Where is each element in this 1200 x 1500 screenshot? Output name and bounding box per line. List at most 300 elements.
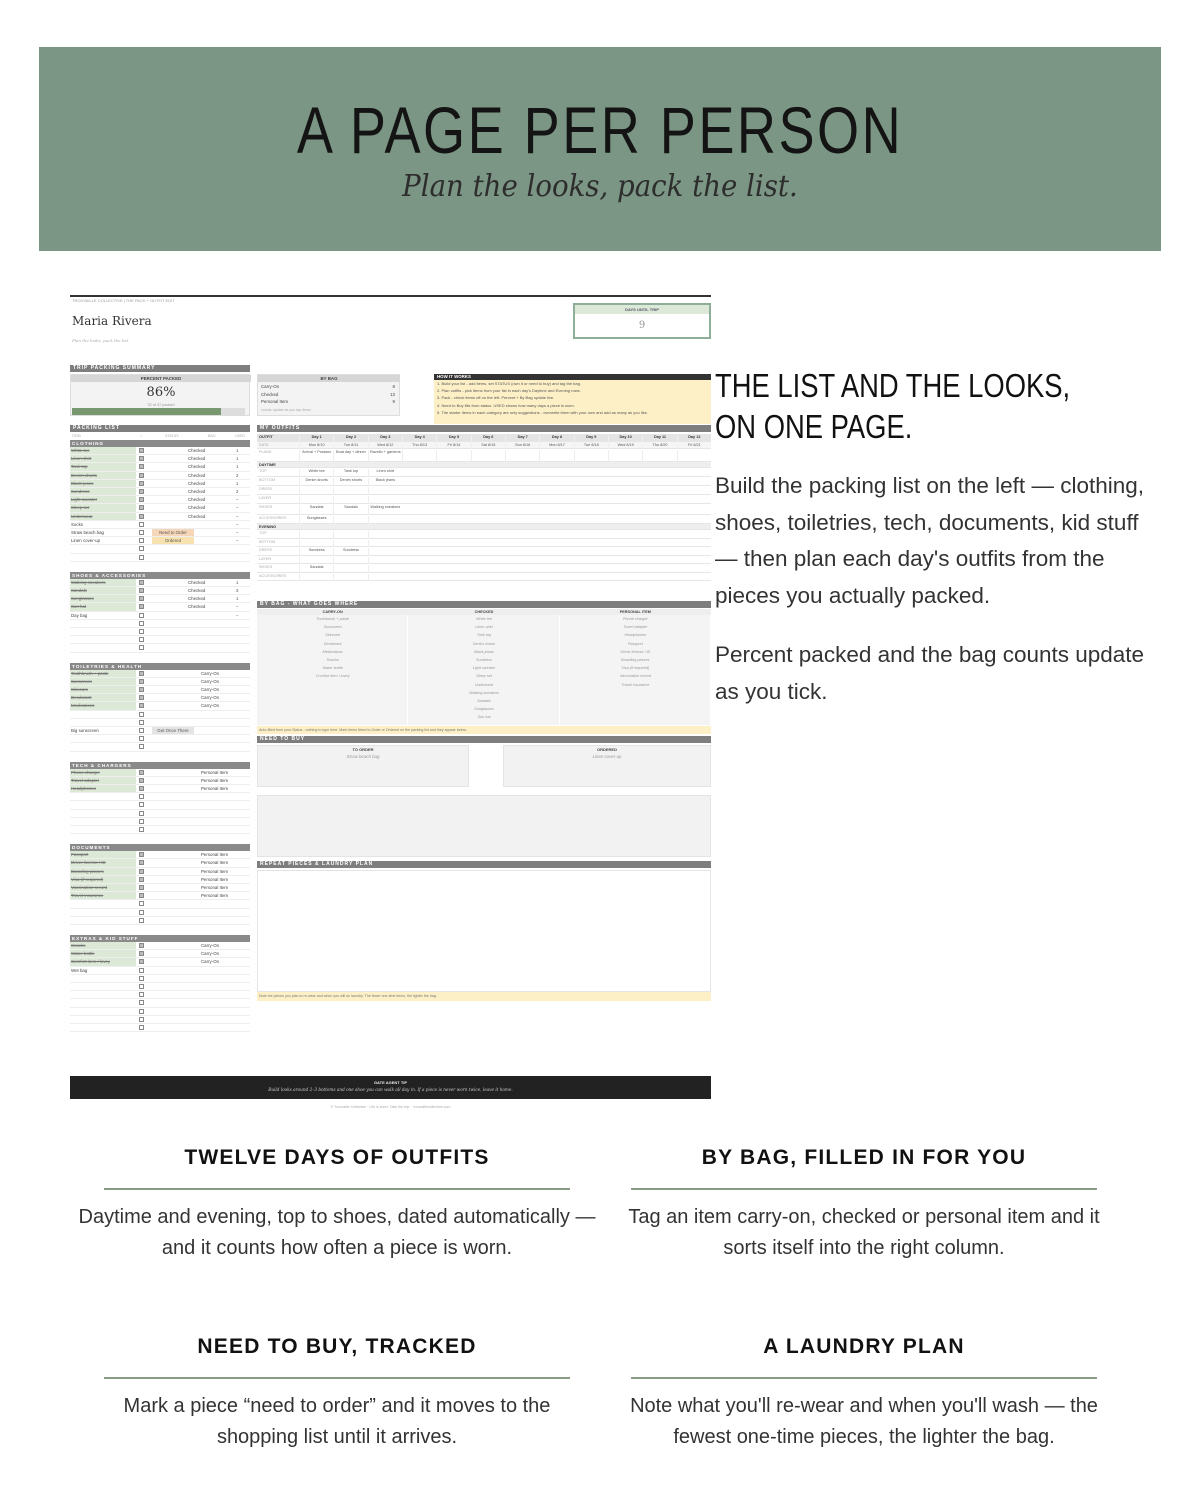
item-name: Water bottle [70,950,136,957]
item-checkbox [139,588,144,593]
item-name [70,545,136,552]
outfit-cell: Day 12 [677,435,711,442]
item-used: 3 [236,588,239,593]
how-it-works [434,374,711,424]
by-bag-row [261,399,395,404]
bag-column-item: Sleep set [476,674,492,679]
packing-item [70,909,250,917]
item-checkbox [139,1000,144,1005]
item-name [70,810,136,817]
outfit-cell: Fri 8/14 [436,443,470,449]
bag-column-item: Light sweater [472,666,496,671]
item-name [70,743,136,750]
item-used: – [236,505,239,511]
bag-column-item: Boarding passes [621,658,650,662]
item-checkbox [139,869,144,874]
outfit-cell: Sundress [299,548,333,556]
outfit-cell [299,487,333,495]
packing-item [70,636,250,644]
item-name: Travel adapter [70,777,136,784]
outfit-cell: Wed 8/12 [368,443,402,449]
packing-item: Denim shorts Checked 2 [70,472,250,480]
outfit-row-label: EVENING [259,525,277,529]
item-checkbox [139,555,144,560]
item-name [70,1016,136,1023]
packing-col-header: USED [235,434,245,438]
packing-item: Deodorant Carry-On [70,694,250,702]
how-it-works-label: HOW IT WORKS [434,374,711,380]
page-subtitle: Plan the looks, pack the list. [402,169,798,204]
item-name: White tee [70,447,136,454]
outfit-cell: Ravello + gardens [368,450,402,462]
bag-column-item: Comfort item / lovey [315,674,350,679]
outfit-cell [368,574,402,582]
item-checkbox [139,596,144,601]
need-to-buy-bar: NEED TO BUY [257,736,711,743]
outfit-cell [333,496,367,504]
item-name: Snacks [70,942,136,949]
outfit-evening-row [257,564,711,573]
outfit-cell: Tue 8/18 [574,443,608,449]
feature-need-to-buy [62,1335,612,1453]
packing-item [70,917,250,925]
outfit-cell [299,540,333,548]
bag-column-item: Sunglasses [474,707,494,712]
bag-column-item: Medications [322,649,343,654]
feature-by-bag [625,1146,1103,1264]
item-name [70,801,136,808]
packing-item: Sundress Checked 2 [70,488,250,496]
outfit-cell [677,450,711,462]
outfit-cell: Walking sneakers [368,505,402,515]
outfit-cell [368,516,402,524]
bag-column-item: Vaccination record [619,674,651,679]
packed-progress-fill [72,408,221,415]
ordered-box [503,745,711,787]
packing-item [70,537,250,545]
outfit-cell [642,450,676,462]
page-title: A PAGE PER PERSON [296,93,904,167]
item-used: – [236,497,239,503]
item-name [70,554,136,561]
outfit-daytime-row [257,504,711,515]
bag-column-item: Denim shorts [472,641,496,646]
outfit-cell [402,450,436,462]
item-name: Denim shorts [70,472,136,479]
packing-item [70,975,250,983]
item-checkbox [139,728,144,733]
outfit-row-label: ACCESSORIES [259,516,287,520]
item-used: 1 [236,579,239,585]
outfit-cell [368,548,402,556]
item-checkbox [139,827,144,832]
item-checkbox [139,580,144,585]
by-bag-count: 9 [392,399,395,404]
packing-item [70,620,250,628]
outfit-cell: Fri 8/21 [677,443,711,449]
item-used: 1 [236,464,239,470]
packing-item: Tank top Checked 1 [70,463,250,471]
packing-item: Passport Personal Item [70,851,250,859]
packing-item: Boarding passes Personal Item [70,868,250,876]
bag-column-header: PERSONAL ITEM [560,609,711,615]
by-bag-label: BY BAG [258,375,400,382]
packing-list-bar: PACKING LIST [70,425,250,432]
item-checkbox [139,505,144,510]
bag-column-item: Sunscreen [323,625,342,630]
by-bag-name: Personal Item [261,399,289,404]
outfit-cell: Thu 8/13 [402,443,436,449]
category-bar: EXTRAS & KID STUFF [70,935,250,942]
bag-column-item: Driver license / ID [620,649,651,654]
item-name: Sleep set [70,504,136,511]
bag-column-item: White tee [475,617,493,621]
packing-item [70,727,250,735]
packing-item: Water bottle Carry-On [70,950,250,958]
packing-item: Driver license / ID Personal Item [70,859,250,867]
days-until-trip-label: DAYS UNTIL TRIP [575,305,709,314]
item-checkbox [139,720,144,725]
bag-column-item: Tank top [476,633,492,638]
by-bag-row [261,384,395,389]
packing-item: Black jeans Checked 1 [70,480,250,488]
bag-column-item: Sandals [477,699,491,703]
item-name: Sandals [70,587,136,594]
outfit-row-label: SHOES [259,565,273,569]
outfit-evening-row [257,530,711,539]
by-bag-name: Carry-On [261,384,280,389]
outfit-row-label: DATE [259,443,269,447]
packing-item [70,983,250,991]
item-checkbox [139,736,144,741]
category-bar: TECH & CHARGERS [70,762,250,769]
outfit-dates-row [257,442,711,449]
item-name: Underwear [70,513,136,520]
bag-column-item: Sundress [475,658,493,662]
outfit-cell [299,496,333,504]
outfit-cell: Mon 8/10 [299,443,333,449]
item-name: Straw beach bag [70,529,136,536]
item-name: Sunglasses [70,595,136,602]
packing-item [70,818,250,826]
outfit-cell: Day 9 [574,435,608,442]
item-name [70,1008,136,1015]
item-name [70,620,136,627]
feature-text: Tag an item carry-on, checked or personal item and it sorts itself into the right column. [628,1206,1100,1259]
item-name: Wet bag [70,967,136,974]
outfit-cell [368,496,402,504]
bag-column-item: Passport [627,641,643,646]
percent-label: PERCENT PACKED [71,375,251,382]
outfit-cell: Wed 8/19 [608,443,642,449]
laundry-note: Note the pieces you plan to re-wear and when you will do laundry. The fewer one-time items, the lighter the bag. [257,992,711,1001]
item-checkbox [139,959,144,964]
outfits-bar: MY OUTFITS [257,425,711,432]
side-heading-line1: THE LIST AND THE LOOKS, [715,367,1071,404]
item-used: 2 [236,489,239,494]
item-name: Day bag [70,612,136,619]
bag-column-item: Black jeans [474,649,494,654]
by-bag-row [261,392,395,397]
sheet-footer: © Trouvaille Collective · Life is short. Take the trip. · trouvaillecollective.com [330,1105,451,1109]
item-name: Skincare [70,686,136,693]
item-checkbox [139,770,144,775]
sheet-brand: TROUVAILLE COLLECTIVE | THE PACK + OUTFIT EDIT [72,298,175,303]
packing-item: Linen shirt Checked 1 [70,455,250,463]
item-checkbox [139,695,144,700]
outfit-cell: Arrival + Postano [299,450,333,462]
packing-item: Sun hat Checked – [70,603,250,611]
item-used: – [236,513,239,519]
sheet-top-rule [70,295,711,297]
packing-item: Visa (if required) Personal Item [70,876,250,884]
item-name: Phone charger [70,769,136,776]
outfit-cell [299,531,333,539]
item-name: Tank top [70,463,136,470]
item-name: Walking sneakers [70,579,136,586]
packed-count: 32 of 37 packed [147,403,175,407]
packing-item [70,801,250,809]
packing-item [70,521,250,529]
ordered-label: ORDERED [596,747,617,752]
outfit-cell [539,450,573,462]
bag-column-header: CARRY-ON [257,609,408,615]
by-bag-note-small: counts update as you tap items [261,408,311,412]
item-name [70,644,136,651]
packed-progress-bar [72,408,245,415]
item-checkbox [139,811,144,816]
outfit-cell [505,450,539,462]
outfit-cell: Mon 8/17 [539,443,573,449]
item-checkbox [139,687,144,692]
outfit-cell: Day 1 [299,435,333,442]
outfit-cell [471,450,505,462]
to-order-box [257,745,469,787]
to-order-item: Straw beach bag [346,754,380,759]
item-checkbox [139,852,144,857]
spreadsheet-preview [70,295,711,1115]
outfit-cell: Day 7 [505,435,539,442]
item-name [70,983,136,990]
item-checkbox [139,877,144,882]
item-checkbox [139,744,144,749]
item-checkbox [139,968,144,973]
outfit-cell: Tue 8/11 [333,443,367,449]
packing-item [70,999,250,1007]
by-bag-count: 13 [390,391,395,397]
feature-outfits [62,1146,612,1264]
item-name: Driver license / ID [70,859,136,866]
bag-column-item: Headphones [624,633,647,638]
outfit-cell: Day 10 [608,435,642,442]
packing-item: Underwear Checked – [70,513,250,521]
outfit-cell: Sundress [333,548,367,556]
outfit-daytime-row [257,495,711,504]
item-checkbox [139,464,144,469]
feature-title: TWELVE DAYS OF OUTFITS [184,1146,490,1169]
category-bar: DOCUMENTS [70,844,250,851]
item-checkbox [139,448,144,453]
packing-item: Skincare Carry-On [70,686,250,694]
item-name: Toothbrush + paste [70,670,136,677]
item-checkbox [139,712,144,717]
outfit-plans-row [257,449,711,462]
item-name: Black jeans [70,480,136,487]
outfit-daytime-row [257,486,711,495]
person-name: Maria Rivera [72,314,152,328]
by-bag-count: 8 [392,384,395,389]
item-checkbox [139,637,144,642]
by-bag-section-bar: BY BAG - WHAT GOES WHERE [257,601,711,608]
feature-laundry [625,1335,1103,1453]
gate-tip-label: GATE AGENT TIP [373,1080,408,1085]
bag-column-item: Skincare [325,633,341,638]
outfit-row-label: TOP [259,531,267,535]
outfit-cell [333,487,367,495]
item-used: – [236,530,239,535]
item-checkbox [139,794,144,799]
outfit-cell [299,574,333,582]
item-checkbox [139,1017,144,1022]
by-bag-summary [257,374,400,416]
item-checkbox [139,786,144,791]
packing-item [70,810,250,818]
bag-column-item: Deodorant [323,641,342,646]
outfit-cell: Sandals [299,565,333,573]
feature-text: Daytime and evening, top to shoes, dated automatically — and it counts how often a piece is worn. [78,1206,596,1259]
packing-item [70,612,250,620]
item-checkbox [139,860,144,865]
bag-column-item: Toothbrush + paste [316,617,349,621]
item-checkbox [139,629,144,634]
by-bag-note: Auto-filled from your Status - nothing to type here. Mark items Need to Order or Ordered on the packing list and they appear below. [257,726,711,734]
outfit-evening-row [257,556,711,565]
outfit-daytime-row [257,515,711,524]
item-used: 1 [236,480,239,486]
packing-item: Sunglasses Checked 1 [70,595,250,603]
outfit-cell: Sun 8/16 [505,443,539,449]
outfit-row-label: ACCESSORIES [259,573,287,578]
item-name: Deodorant [70,694,136,701]
by-bag-name: Checked [261,391,279,397]
item-name [70,1024,136,1031]
status-pill: Get Once There [152,727,194,734]
item-checkbox [139,1025,144,1030]
item-checkbox [139,951,144,956]
packing-item: Comfort item / lovey Carry-On [70,958,250,966]
outfit-row-label: SHOES [259,505,273,509]
packing-item: Phone charger Personal Item [70,769,250,777]
bag-column-item: Sun hat [477,715,491,720]
feature-text: Note what you'll re-wear and when you'll wash — the fewest one-time pieces, the lighter the bag. [630,1395,1098,1448]
item-name: Sun hat [70,603,136,610]
packing-item: Travel adapter Personal Item [70,777,250,785]
outfit-row-label: DRESS [259,548,273,552]
item-used: 1 [236,448,239,453]
item-name: Travel insurance [70,892,136,899]
packing-item [70,1024,250,1032]
item-checkbox [139,473,144,478]
packing-item [70,1016,250,1024]
outfit-row-label: BOTTOM [259,478,276,482]
outfit-evening-row [257,547,711,556]
to-order-label: TO ORDER [352,747,374,752]
outfit-row-label: OUTFIT [259,435,273,439]
outfit-cell [608,450,642,462]
outfit-cell [333,565,367,573]
item-name [70,711,136,718]
item-name: Comfort item / lovey [70,958,136,965]
bag-column-item: Water bottle [322,666,343,671]
item-name [70,628,136,635]
outfit-cell: Day 2 [333,435,367,442]
packing-item [70,967,250,975]
bag-column-item: Snacks [326,658,339,662]
packing-item [70,793,250,801]
outfit-evening-row [257,539,711,548]
item-used: – [236,604,239,610]
outfit-row-label: LAYER [259,496,272,500]
item-checkbox [139,530,144,535]
item-checkbox [139,489,144,494]
summary-bar: TRIP PACKING SUMMARY [70,365,250,372]
packing-item: Snacks Carry-On [70,942,250,950]
bag-column-item: Visa (if required) [621,666,650,671]
side-paragraph-1: Build the packing list on the left — clothing, shoes, toiletries, tech, documents, kid stuff — then plan each day's outfits from the pieces you actually packed. [715,473,1144,608]
item-name [70,975,136,982]
item-name [70,735,136,742]
packing-col-header: BAG [208,434,216,438]
feature-rule [104,1188,570,1190]
item-checkbox [139,621,144,626]
how-step: 3. Pack - check items off on the left. Percent + By Bag update live. [437,395,555,401]
outfit-cell: Black jeans [368,478,402,486]
outfit-cell [333,531,367,539]
item-checkbox [139,885,144,890]
item-used: 1 [236,596,239,602]
bag-column-item: Travel adapter [623,625,648,630]
outfit-cell [333,574,367,582]
item-checkbox [139,522,144,527]
category-bar: TOILETRIES & HEALTH [70,663,250,670]
item-used: – [236,538,239,544]
outfit-cell [333,557,367,565]
item-name: Boarding passes [70,868,136,875]
item-name: Linen shirt [70,455,136,462]
status-pill: Ordered [152,537,194,544]
how-step: 2. Plan outfits - pick items from your list in each day's Daytime and Evening rows. [437,388,581,394]
bag-column-item: Walking sneakers [469,690,499,695]
item-name [70,826,136,833]
gate-tip-text: Build looks around 2–3 bottoms and one shoe you can walk all day in. If a piece is never worn twice, leave it home. [268,1087,513,1092]
item-name: Headphones [70,785,136,792]
outfit-cell: White tee [299,469,333,477]
outfit-cell: Day 6 [471,435,505,442]
how-step: 1. Build your list - add items, set STATUS (own it or need to buy) and tag the bag. [437,381,581,386]
packing-item [70,743,250,751]
packing-item [70,545,250,553]
packing-item: White tee Checked 1 [70,447,250,455]
outfit-row-label: PLANS [259,450,272,454]
item-name: Sundress [70,488,136,495]
feature-text: Mark a piece “need to order” and it moves to the shopping list until it arrives. [123,1395,551,1448]
outfit-cell: Day 4 [402,435,436,442]
outfit-cell [368,540,402,548]
sheet-tagline: Plan the looks, pack the list. [72,338,130,343]
packing-item: Sunscreen Carry-On [70,678,250,686]
bag-column-item: Phone charger [622,617,648,621]
item-checkbox [139,802,144,807]
